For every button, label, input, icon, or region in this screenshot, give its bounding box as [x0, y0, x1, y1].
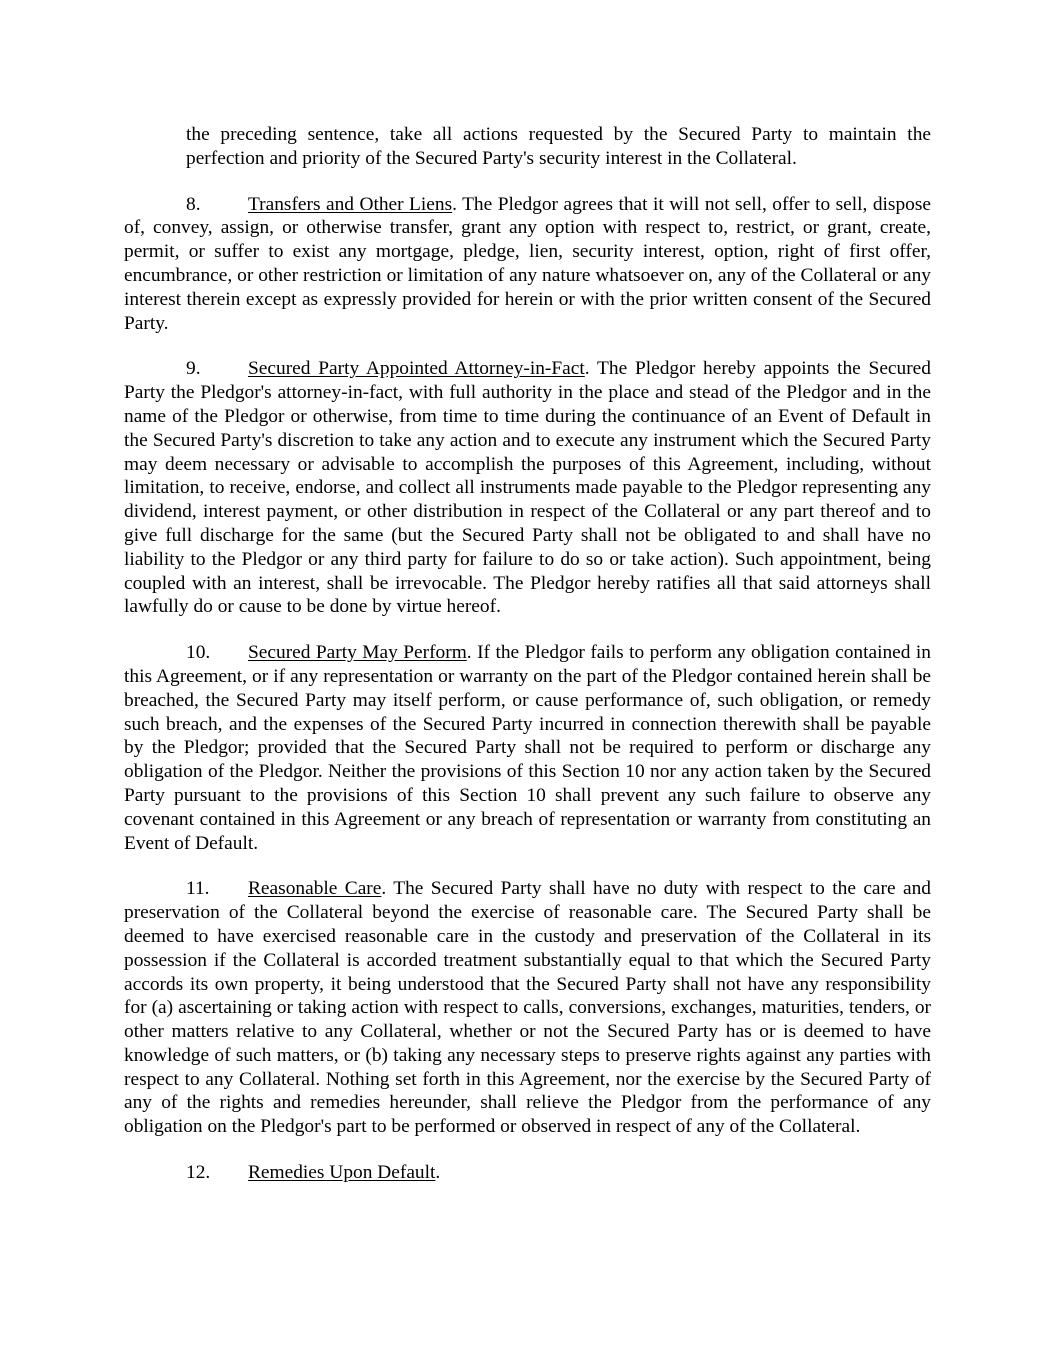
section-number: 8.	[186, 193, 201, 215]
section-9	[124, 357, 931, 619]
section-body: .	[435, 1162, 441, 1184]
section-12	[124, 1161, 931, 1185]
section-heading: Secured Party May Perform	[248, 642, 467, 664]
section-number: 12.	[186, 1162, 211, 1184]
section-8	[124, 193, 931, 336]
section-heading: Reasonable Care	[248, 878, 382, 900]
section-heading: Secured Party Appointed Attorney-in-Fact	[248, 358, 585, 380]
section-number: 11.	[186, 878, 210, 900]
section-10	[124, 641, 931, 855]
section-heading: Transfers and Other Liens	[248, 193, 453, 215]
section-body: . The Pledgor hereby appoints the Secured Party the Pledgor's attorney-in-fact, with full authority in the place and stead of the Pledgor and in the name of the Pledgor or otherwise, from time to time during the continuance of an Event of Default in the Secured Party's discretion to take any action and to execute any instrument which the Secured Party may deem necessary or advisable to accomplish the purposes of this Agreement, including, without limitation, to receive, endorse, and collect all instruments made payable to the Pledgor representing any dividend, interest payment, or other distribution in respect of the Collateral or any part thereof and to give full discharge for the same (but the Secured Party shall not be obligated to and shall have no liability to the Pledgor or any third party for failure to do so or take action). Such appointment, being coupled with an interest, shall be irrevocable. The Pledgor hereby ratifies all that said attorneys shall lawfully do or cause to be done by virtue hereof.	[124, 358, 931, 618]
section-body: . The Pledgor agrees that it will not sell, offer to sell, dispose of, convey, assign, or otherwise transfer, grant any option with respect to, restrict, or grant, create, permit, or suffer to exist any mortgage, pledge, lien, security interest, option, right of first offer, encumbrance, or other restriction or limitation of any nature whatsoever on, any of the Collateral or any interest therein except as expressly provided for herein or with the prior written consent of the Secured Party.	[124, 193, 932, 334]
section-heading: Remedies Upon Default	[248, 1162, 436, 1184]
continuation-paragraph: the preceding sentence, take all actions requested by the Secured Party to maintain the perfection and priority of the Secured Party's security interest in the Collateral.	[186, 124, 931, 169]
section-11	[124, 877, 931, 1139]
section-number: 9.	[186, 358, 201, 380]
section-number: 10.	[186, 642, 211, 664]
section-body: . If the Pledgor fails to perform any obligation contained in this Agreement, or if any representation or warranty on the part of the Pledgor contained herein shall be breached, the Secured Party may itself perform, or cause performance of, such obligation, or remedy such breach, and the expenses of the Secured Party incurred in connection therewith shall be payable by the Pledgor; provided that the Secured Party shall not be required to perform or discharge any obligation of the Pledgor. Neither the provisions of this Section 10 nor any action taken by the Secured Party pursuant to the provisions of this Section 10 shall prevent any such failure to observe any covenant contained in this Agreement or any breach of representation or warranty from constituting an Event of Default.	[124, 642, 931, 854]
section-body: . The Secured Party shall have no duty with respect to the care and preservation of the Collateral beyond the exercise of reasonable care. The Secured Party shall be deemed to have exercised reasonable care in the custody and preservation of the Collateral in its possession if the Collateral is accorded treatment substantially equal to that which the Secured Party accords its own property, it being understood that the Secured Party shall not have any responsibility for (a) ascertaining or taking action with respect to calls, conversions, exchanges, maturities, tenders, or other matters relative to any Collateral, whether or not the Secured Party has or is deemed to have knowledge of such matters, or (b) taking any necessary steps to preserve rights against any parties with respect to any Collateral. Nothing set forth in this Agreement, nor the exercise by the Secured Party of any of the rights and remedies hereunder, shall relieve the Pledgor from the performance of any obligation on the Pledgor's part to be performed or observed in respect of any of the Collateral.	[124, 878, 931, 1138]
document-page	[124, 123, 931, 1185]
